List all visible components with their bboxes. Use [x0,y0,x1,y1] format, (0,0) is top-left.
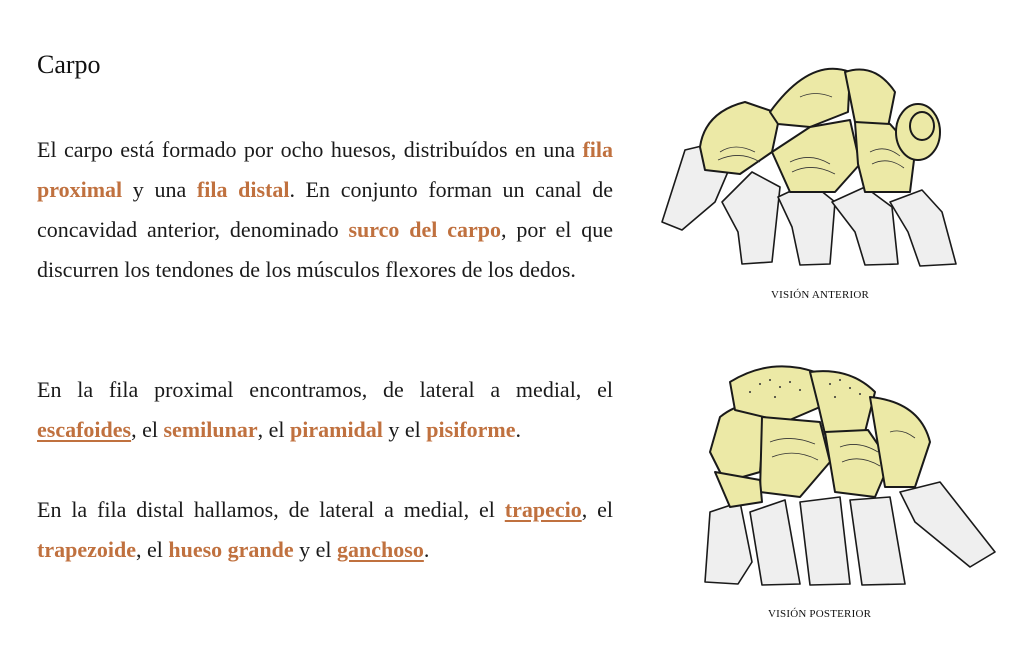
text-segment: y el [382,417,427,442]
text-segment: , el [581,497,613,522]
text-segment: y el [293,537,338,562]
text-segment: En la fila distal hallamos, de lateral a medial, el [37,497,505,522]
term-fila-distal: fila distal [196,177,290,202]
caption-anterior-view: VISIÓN ANTERIOR [771,289,870,301]
term-trapezoide: trapezoide [37,537,136,562]
carpus-posterior-illustration [690,362,1000,587]
paragraph-distal-row [37,490,613,570]
link-escafoides[interactable]: escafoides [37,417,132,442]
term-piramidal: piramidal [290,417,383,442]
text-segment: . [423,537,430,562]
text-segment: y una [122,177,197,202]
text-segment: , el [131,417,164,442]
term-pisiforme: pisiforme [426,417,516,442]
term-semilunar: semilunar [163,417,258,442]
paragraph-proximal-row [37,370,613,450]
paragraph-intro [37,130,613,290]
text-segment: , el [257,417,290,442]
caption-posterior-view: VISIÓN POSTERIOR [768,608,872,620]
carpus-anterior-illustration [660,52,960,267]
text-segment: El carpo está formado por ocho huesos, distribuídos en una [37,137,583,162]
text-segment: En la fila proximal encontramos, de lateral a medial, el [37,377,613,402]
text-segment: . En conjunto forman un canal de concavidad anterior, denominado [37,177,613,242]
text-segment: , por el que discurren los tendones de los músculos flexores de los dedos. [37,217,614,282]
carpal-bones [710,366,930,507]
term-surco-del-carpo: surco del carpo [348,217,501,242]
text-segment: . [515,417,521,442]
term-hueso-grande: hueso grande [168,537,294,562]
text-segment: , el [135,537,169,562]
link-trapecio[interactable]: trapecio [504,497,582,522]
term-fila-proximal: fila proximal [37,137,613,202]
page-title: Carpo [37,50,101,79]
carpal-bones [700,69,940,192]
link-ganchoso[interactable]: ganchoso [337,537,424,562]
